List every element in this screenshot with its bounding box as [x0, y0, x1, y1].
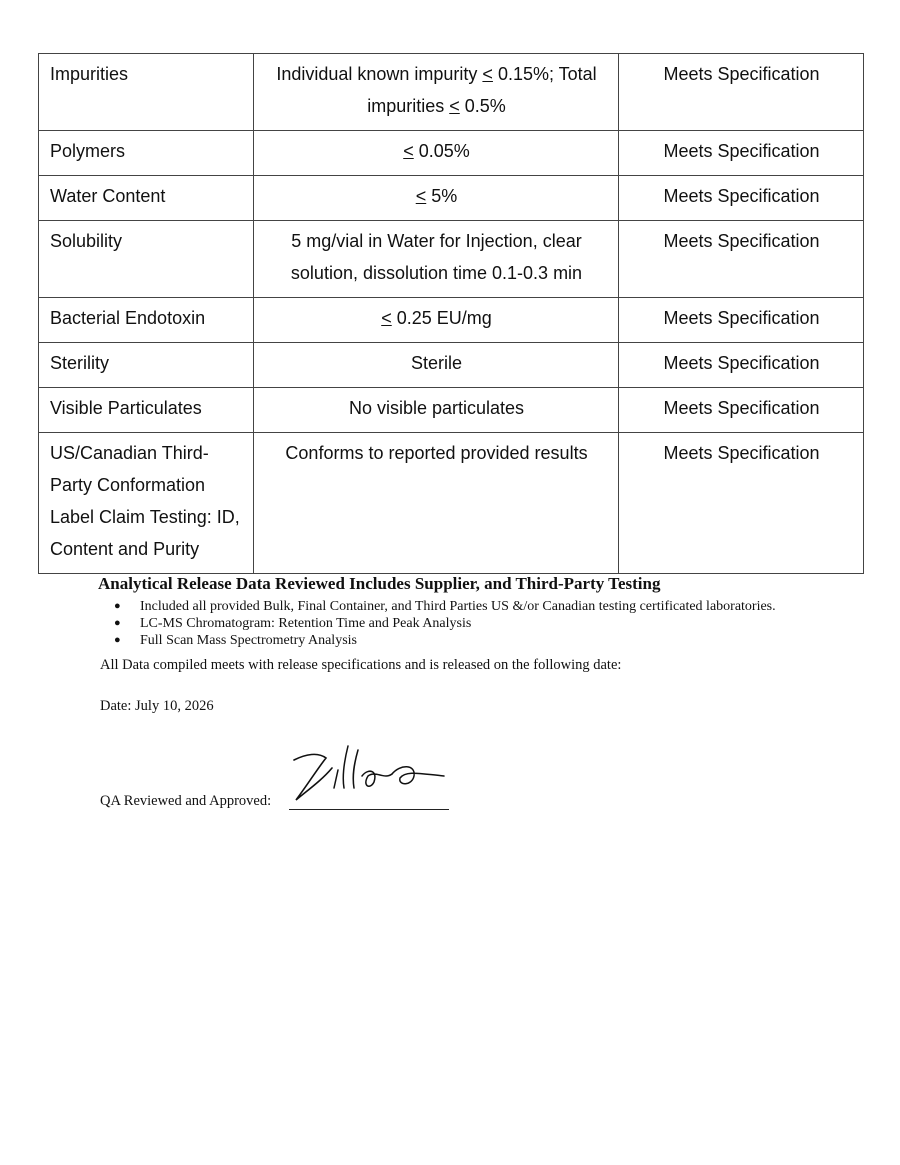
release-heading: Analytical Release Data Reviewed Includes Supplier, and Third-Party Testing: [98, 574, 661, 593]
list-item: [100, 632, 820, 649]
specification-cell: < 0.05%: [254, 131, 619, 176]
approval-block: [100, 740, 460, 820]
test-name-cell: Sterility: [39, 343, 254, 388]
test-name-cell: Visible Particulates: [39, 388, 254, 433]
list-item-text: LC-MS Chromatogram: Retention Time and Peak Analysis: [140, 616, 472, 631]
list-item-text: Included all provided Bulk, Final Container, and Third Parties US &/or Canadian testing certificated laboratories.: [140, 599, 776, 614]
table-row: [39, 343, 864, 388]
bullet-icon: ●: [114, 617, 121, 629]
result-cell: Meets Specification: [619, 131, 864, 176]
result-cell: Meets Specification: [619, 433, 864, 574]
specification-cell: Sterile: [254, 343, 619, 388]
table-row: [39, 131, 864, 176]
test-name-cell: Polymers: [39, 131, 254, 176]
list-item-text: Full Scan Mass Spectrometry Analysis: [140, 633, 357, 648]
result-cell: Meets Specification: [619, 388, 864, 433]
release-date: Date: July 10, 2026: [100, 698, 214, 714]
specification-cell: Individual known impurity < 0.15%; Total impurities < 0.5%: [254, 54, 619, 131]
bullet-icon: ●: [114, 634, 121, 646]
list-item: [100, 615, 820, 632]
bullet-icon: ●: [114, 600, 121, 612]
result-cell: Meets Specification: [619, 221, 864, 298]
result-cell: Meets Specification: [619, 54, 864, 131]
list-item: [100, 598, 820, 615]
test-name-cell: US/Canadian Third-Party Conformation Label Claim Testing: ID, Content and Purity: [39, 433, 254, 574]
test-name-cell: Water Content: [39, 176, 254, 221]
specification-table: [38, 53, 864, 574]
release-statement: All Data compiled meets with release specifications and is released on the following date:: [100, 657, 622, 673]
specification-cell: 5 mg/vial in Water for Injection, clear solution, dissolution time 0.1-0.3 min: [254, 221, 619, 298]
specification-cell: No visible particulates: [254, 388, 619, 433]
signature-image: [288, 740, 448, 812]
release-section: [100, 574, 820, 715]
test-name-cell: Bacterial Endotoxin: [39, 298, 254, 343]
release-bullet-list: [100, 598, 820, 649]
specification-cell: < 0.25 EU/mg: [254, 298, 619, 343]
specification-cell: Conforms to reported provided results: [254, 433, 619, 574]
table-row: [39, 221, 864, 298]
specification-cell: < 5%: [254, 176, 619, 221]
approval-label: QA Reviewed and Approved:: [100, 793, 272, 809]
table-row: [39, 54, 864, 131]
table-row: [39, 388, 864, 433]
result-cell: Meets Specification: [619, 343, 864, 388]
test-name-cell: Impurities: [39, 54, 254, 131]
table-row: [39, 298, 864, 343]
table-row: [39, 433, 864, 574]
table-row: [39, 176, 864, 221]
test-name-cell: Solubility: [39, 221, 254, 298]
result-cell: Meets Specification: [619, 298, 864, 343]
result-cell: Meets Specification: [619, 176, 864, 221]
